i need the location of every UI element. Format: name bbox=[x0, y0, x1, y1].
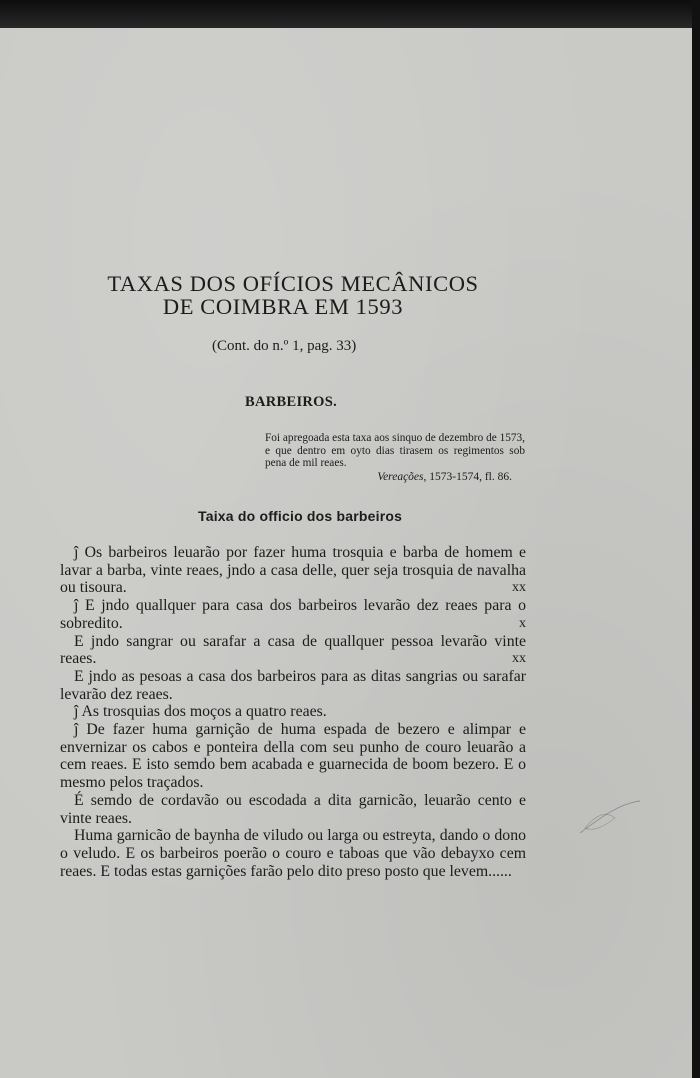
body-paragraph bbox=[60, 827, 526, 880]
source-work: Vereações, bbox=[377, 471, 427, 483]
paragraph-text: ĵ E jndo quallquer para casa dos barbeiros levarão dez reaes para o sobredito. bbox=[60, 597, 526, 632]
body-paragraph bbox=[60, 544, 526, 597]
paragraph-text: E jndo sangrar ou sarafar a casa de quallquer pessoa levarão vinte reaes. bbox=[60, 632, 526, 668]
scan-top-border bbox=[0, 0, 700, 30]
paragraph-text: ĵ As trosquias dos moços a quatro reaes. bbox=[74, 703, 327, 721]
body-paragraph bbox=[60, 633, 526, 668]
subheading: Taixa do officio dos barbeiros bbox=[198, 508, 403, 524]
pencil-mark bbox=[575, 798, 645, 838]
paragraph-text: É semdo de cordavão ou escodada a dita garnicão, leuarão cento e vinte reaes. bbox=[60, 791, 526, 827]
body-paragraph bbox=[60, 792, 526, 827]
section-title: BARBEIROS. bbox=[245, 394, 338, 410]
margin-mark: x bbox=[519, 615, 526, 631]
book-page bbox=[0, 28, 692, 1078]
paragraph-text: ĵ De fazer huma garnição de huma espada de bezero e alimpar e envernizar os cabos e ponteira della com seu punho de couro leuarão a cem reaes. E isto semdo bem acabada e guarnecida de boom bezero. E o mesmo pelos traçados. bbox=[60, 721, 526, 792]
paragraph-text: Huma garnicão de baynha de viludo ou larga ou estreyta, dando o dono o veludo. E os barbeiros poerão o couro e taboas que vão debayxo cem reaes. E todas estas garnições farão pelo dito preso posto que levem...... bbox=[60, 827, 526, 880]
body-text bbox=[60, 544, 526, 880]
footnote-text: Foi apregoada esta taxa aos sinquo de dezembro de 1573, e que dentro em oyto dias tirasem os regimentos sob pena de mil reaes. bbox=[265, 432, 525, 469]
margin-mark: xx bbox=[512, 580, 526, 596]
title-line-1: TAXAS DOS OFÍCIOS MECÂNICOS bbox=[107, 271, 479, 296]
footnote-block bbox=[265, 432, 525, 470]
paragraph-text: ĵ Os barbeiros leuarão por fazer huma trosquia e barba de homem e lavar a barba, vinte reaes, jndo a casa delle, quer seja trosquia de navalha ou tisoura. bbox=[60, 544, 526, 597]
body-paragraph bbox=[60, 597, 526, 632]
margin-mark: xx bbox=[512, 651, 526, 667]
source-citation bbox=[377, 471, 512, 483]
body-paragraph bbox=[60, 703, 526, 721]
paragraph-text: E jndo as pesoas a casa dos barbeiros para as ditas sangrias ou sarafar levarão dez reaes. bbox=[60, 667, 526, 703]
source-ref: 1573-1574, fl. 86. bbox=[429, 471, 512, 483]
scan-right-border bbox=[692, 0, 700, 1078]
body-paragraph bbox=[60, 668, 526, 703]
continuation-reference: (Cont. do n.º 1, pag. 33) bbox=[212, 338, 357, 354]
body-paragraph bbox=[60, 721, 526, 792]
title-line-2: DE COIMBRA EM 1593 bbox=[162, 294, 404, 319]
